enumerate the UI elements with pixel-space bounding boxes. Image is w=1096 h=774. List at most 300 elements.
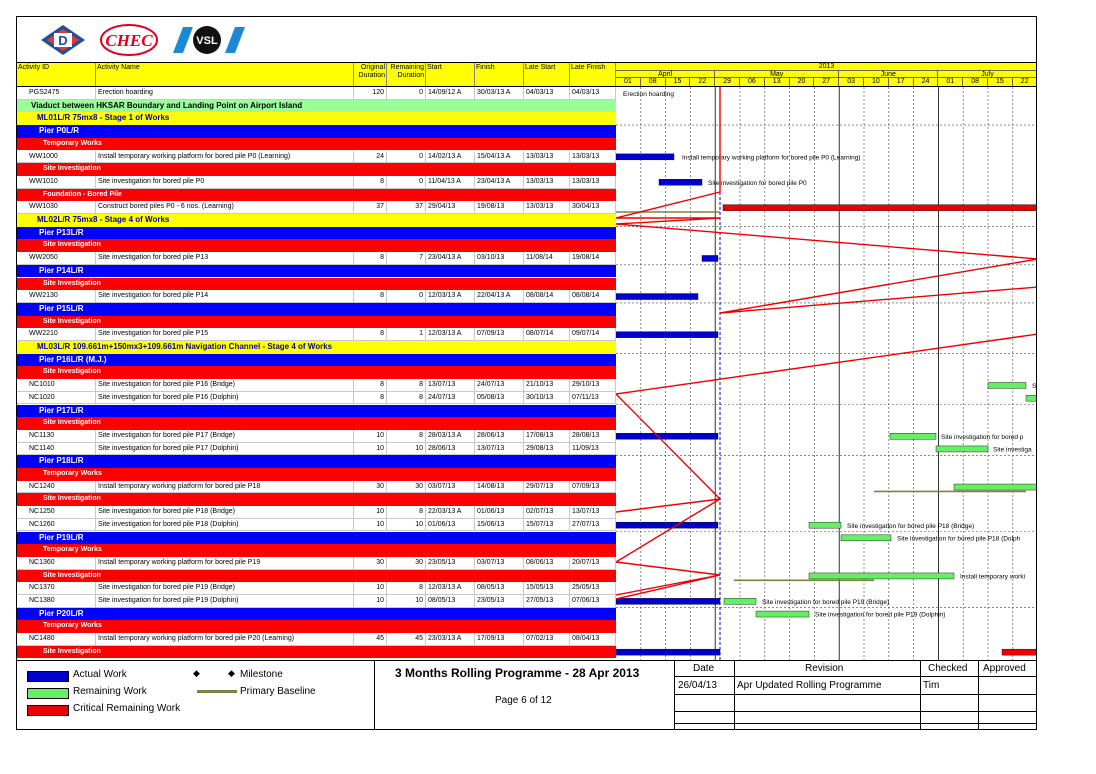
actual-work-bar — [702, 255, 718, 261]
remaining-duration: 45 — [387, 633, 426, 645]
start-date: 28/03/13 A — [426, 430, 475, 442]
group-band-title: Site Investigation — [43, 241, 101, 249]
late-finish: 29/10/13 — [570, 379, 616, 391]
original-duration: 10 — [354, 595, 387, 607]
week-label: 03 — [839, 78, 864, 86]
group-band-title: Temporary Works — [43, 139, 102, 147]
activity-id: NC1010 — [27, 379, 96, 391]
activity-id: NC1240 — [27, 481, 96, 493]
bar-label: Install temporary worki — [960, 573, 1026, 581]
remaining-work-bar — [1026, 395, 1037, 401]
finish-date: 15/04/13 A — [475, 151, 524, 163]
group-band[interactable] — [17, 341, 616, 354]
remaining-work-bar — [724, 598, 756, 604]
late-start: 17/08/13 — [524, 430, 570, 442]
week-label: 15 — [666, 78, 691, 86]
original-duration: 8 — [354, 328, 387, 340]
activity-id: NC1380 — [27, 595, 96, 607]
activity-row[interactable] — [17, 328, 616, 341]
week-label: 01 — [938, 78, 963, 86]
late-start: 27/05/13 — [524, 595, 570, 607]
original-duration: 10 — [354, 430, 387, 442]
activity-id: NC1260 — [27, 519, 96, 531]
activity-name: Install temporary working platform for bored pile P19 — [96, 557, 354, 569]
week-label: 27 — [814, 78, 839, 86]
late-finish: 30/04/13 — [570, 201, 616, 213]
original-duration: 8 — [354, 290, 387, 302]
group-band-title: ML03L/R 109.661m+150mx3+109.661m Navigation Channel - Stage 4 of Works — [37, 342, 333, 351]
activity-id: WW1000 — [27, 151, 96, 163]
late-start: 13/03/13 — [524, 176, 570, 188]
week-label: 10 — [864, 78, 889, 86]
remaining-work-bar — [890, 433, 936, 439]
activity-row[interactable] — [17, 633, 616, 646]
remaining-work-bar — [936, 446, 988, 452]
original-duration: 8 — [354, 392, 387, 404]
activity-row[interactable] — [17, 201, 616, 214]
finish-date: 01/06/13 — [475, 506, 524, 518]
activity-name: Site investigation for bored pile P19 (Dolphin) — [96, 595, 354, 607]
remaining-duration: 7 — [387, 252, 426, 264]
remaining-work-bar — [809, 573, 954, 579]
week-label: 08 — [963, 78, 988, 86]
group-band-title: Site Investigation — [43, 368, 101, 376]
late-finish: 09/07/14 — [570, 328, 616, 340]
group-band[interactable] — [17, 532, 616, 545]
group-band-title: ML01L/R 75mx8 - Stage 1 of Works — [37, 113, 170, 123]
actual-work-bar — [616, 649, 720, 655]
activity-id: NC1370 — [27, 582, 96, 594]
start-date: 13/07/13 — [426, 379, 475, 391]
checked-by: Tim — [923, 680, 940, 691]
start-date: 11/04/13 A — [426, 176, 475, 188]
bar-label: Site investiga — [993, 446, 1032, 454]
week-label: 06 — [740, 78, 765, 86]
start-date: 23/05/13 — [426, 557, 475, 569]
activity-id: WW1010 — [27, 176, 96, 188]
activity-table — [17, 87, 616, 660]
bar-label: Site investigation for bored pile P18 (Bridge) — [847, 522, 975, 530]
legend-actual-swatch — [27, 671, 69, 682]
group-band[interactable] — [17, 316, 616, 329]
legend-baseline-label: Primary Baseline — [240, 686, 316, 697]
group-band-title: Pier P0L/R — [39, 126, 80, 136]
group-band[interactable] — [17, 570, 616, 583]
finish-date: 14/08/13 — [475, 481, 524, 493]
remaining-duration: 30 — [387, 557, 426, 569]
group-band[interactable] — [17, 278, 616, 291]
page-number: Page 6 of 12 — [495, 695, 552, 706]
activity-row[interactable] — [17, 506, 616, 519]
remaining-work-bar — [988, 382, 1026, 388]
group-band[interactable] — [17, 189, 616, 202]
activity-name: Site investigation for bored pile P17 (Dolphin) — [96, 443, 354, 455]
remaining-duration: 10 — [387, 519, 426, 531]
activity-id: NC1130 — [27, 430, 96, 442]
activity-id: WW2130 — [27, 290, 96, 302]
activity-name: Erection hoarding — [96, 87, 354, 99]
activity-row[interactable] — [17, 379, 616, 392]
header-remaining-duration: Remaining Duration — [387, 63, 426, 86]
footer — [17, 660, 1037, 730]
milestone-icon: ◆ — [228, 668, 235, 678]
original-duration: 30 — [354, 557, 387, 569]
revision-text: Apr Updated Rolling Programme — [737, 680, 882, 691]
start-date: 23/04/13 A — [426, 252, 475, 264]
vsl-logo-icon — [169, 23, 247, 57]
finish-date: 03/10/13 — [475, 252, 524, 264]
remaining-duration: 0 — [387, 87, 426, 99]
remaining-work-bar — [756, 611, 809, 617]
remaining-duration: 0 — [387, 151, 426, 163]
week-label: 22 — [1013, 78, 1037, 86]
remaining-duration: 37 — [387, 201, 426, 213]
finish-date: 15/06/13 — [475, 519, 524, 531]
start-date: 24/07/13 — [426, 392, 475, 404]
group-band[interactable] — [17, 608, 616, 621]
group-band[interactable] — [17, 303, 616, 316]
remaining-duration: 8 — [387, 582, 426, 594]
activity-row[interactable] — [17, 290, 616, 303]
activity-row[interactable] — [17, 481, 616, 494]
activity-id: WW1030 — [27, 201, 96, 213]
group-band[interactable] — [17, 455, 616, 468]
bar-label: Site investigation for bored pile P19 (Bridge) — [762, 599, 890, 606]
late-finish: 13/07/13 — [570, 506, 616, 518]
start-date: 14/02/13 A — [426, 151, 475, 163]
header-finish: Finish — [475, 63, 524, 86]
month-label: July — [938, 71, 1037, 78]
activity-id: NC1480 — [27, 633, 96, 645]
actual-work-bar — [616, 154, 674, 160]
activity-id: NC1250 — [27, 506, 96, 518]
late-start: 21/10/13 — [524, 379, 570, 391]
header-activity-id: Activity ID — [17, 63, 96, 86]
activity-id: PGS2475 — [27, 87, 96, 99]
group-band-title: Pier P18L/R — [39, 456, 84, 466]
late-start: 13/03/13 — [524, 201, 570, 213]
activity-id: WW2050 — [27, 252, 96, 264]
group-band[interactable] — [17, 493, 616, 506]
late-finish: 13/03/13 — [570, 176, 616, 188]
finish-date: 13/07/13 — [475, 443, 524, 455]
checked-header: Checked — [928, 663, 968, 674]
start-date: 29/04/13 — [426, 201, 475, 213]
finish-date: 19/08/13 — [475, 201, 524, 213]
week-label: 22 — [690, 78, 715, 86]
legend-remaining-label: Remaining Work — [73, 686, 147, 697]
week-label: 13 — [765, 78, 790, 86]
group-band[interactable] — [17, 138, 616, 151]
activity-row[interactable] — [17, 557, 616, 570]
group-band[interactable] — [17, 214, 616, 227]
late-finish: 11/09/13 — [570, 443, 616, 455]
week-label: 17 — [889, 78, 914, 86]
activity-id: NC1140 — [27, 443, 96, 455]
activity-row[interactable] — [17, 519, 616, 532]
late-start: 13/03/13 — [524, 151, 570, 163]
activity-name: Site investigation for bored pile P16 (Dolphin) — [96, 392, 354, 404]
group-band[interactable] — [17, 468, 616, 481]
title-box — [374, 661, 674, 730]
start-date: 12/03/13 A — [426, 328, 475, 340]
activity-name: Install temporary working platform for bored pile P18 — [96, 481, 354, 493]
late-start: 15/05/13 — [524, 582, 570, 594]
activity-row[interactable] — [17, 582, 616, 595]
chec-logo-text: CHEC — [105, 31, 153, 50]
group-band-title: Pier P15L/R — [39, 303, 84, 313]
activity-id: NC1360 — [27, 557, 96, 569]
late-start: 07/02/13 — [524, 633, 570, 645]
group-band-title: Pier P16L/R (M.J.) — [39, 354, 107, 364]
late-start: 08/08/14 — [524, 290, 570, 302]
bar-label: Site investigation for bored pile P19 (Dolphin) — [815, 611, 946, 619]
late-start: 29/08/13 — [524, 443, 570, 455]
original-duration: 8 — [354, 379, 387, 391]
group-band[interactable] — [17, 100, 616, 113]
original-duration: 10 — [354, 582, 387, 594]
group-band[interactable] — [17, 239, 616, 252]
revision-date: 26/04/13 — [678, 680, 717, 691]
critical-work-bar — [1002, 649, 1037, 655]
late-start: 29/07/13 — [524, 481, 570, 493]
group-band[interactable] — [17, 163, 616, 176]
week-label: 01 — [616, 78, 641, 86]
remaining-duration: 8 — [387, 506, 426, 518]
late-start: 02/07/13 — [524, 506, 570, 518]
group-band[interactable] — [17, 417, 616, 430]
finish-date: 03/07/13 — [475, 557, 524, 569]
group-band[interactable] — [17, 112, 616, 125]
column-header — [17, 62, 1037, 87]
legend-remaining-swatch — [27, 688, 69, 699]
actual-work-bar — [616, 433, 718, 439]
group-band[interactable] — [17, 125, 616, 138]
late-start: 30/10/13 — [524, 392, 570, 404]
group-band-title: Viaduct between HKSAR Boundary and Landing Point on Airport Island — [31, 100, 303, 110]
remaining-duration: 8 — [387, 392, 426, 404]
group-band-title: Site Investigation — [43, 419, 101, 427]
bar-label: Site investigation for bored p — [941, 433, 1024, 441]
late-finish: 07/09/13 — [570, 481, 616, 493]
late-start: 08/06/13 — [524, 557, 570, 569]
late-start: 15/07/13 — [524, 519, 570, 531]
header-activity-name: Activity Name — [96, 63, 354, 86]
legend-milestone-label: Milestone — [240, 669, 283, 680]
original-duration: 10 — [354, 519, 387, 531]
group-band-title: Foundation - Bored Pile — [43, 190, 122, 198]
activity-row[interactable] — [17, 392, 616, 405]
original-duration: 45 — [354, 633, 387, 645]
revision-header: Revision — [805, 663, 844, 674]
actual-work-bar — [659, 179, 702, 185]
finish-date: 28/06/13 — [475, 430, 524, 442]
group-band-title: Pier P20L/R — [39, 608, 84, 618]
activity-name: Site investigation for bored pile P13 — [96, 252, 354, 264]
group-band[interactable] — [17, 405, 616, 418]
group-band[interactable] — [17, 354, 616, 367]
legend-critical-swatch — [27, 705, 69, 716]
activity-name: Site investigation for bored pile P0 — [96, 176, 354, 188]
group-band[interactable] — [17, 265, 616, 278]
start-date: 03/07/13 — [426, 481, 475, 493]
late-finish: 07/06/13 — [570, 595, 616, 607]
activity-name: Site investigation for bored pile P18 (Bridge) — [96, 506, 354, 518]
date-header: Date — [693, 663, 715, 674]
remaining-duration: 8 — [387, 430, 426, 442]
activity-row[interactable] — [17, 151, 616, 164]
header-late-finish: Late Finish — [570, 63, 616, 86]
finish-date: 23/04/13 A — [475, 176, 524, 188]
group-band-title: Site Investigation — [43, 571, 101, 579]
group-band-title: Temporary Works — [43, 546, 102, 554]
activity-row[interactable] — [17, 87, 616, 100]
approved-header: Approved — [983, 663, 1026, 674]
bar-label: S — [1032, 383, 1037, 391]
finish-date: 05/08/13 — [475, 392, 524, 404]
legend-critical-label: Critical Remaining Work — [73, 703, 181, 714]
group-band-title: Site Investigation — [43, 495, 101, 503]
activity-name: Install temporary working platform for bored pile P0 (Learning) — [96, 151, 354, 163]
remaining-duration: 10 — [387, 595, 426, 607]
activity-row[interactable] — [17, 430, 616, 443]
d-logo-text: D — [58, 33, 68, 48]
activity-row[interactable] — [17, 443, 616, 456]
chec-logo-icon — [99, 23, 159, 57]
finish-date: 24/07/13 — [475, 379, 524, 391]
late-start: 08/07/14 — [524, 328, 570, 340]
start-date: 23/03/13 A — [426, 633, 475, 645]
group-band[interactable] — [17, 646, 616, 659]
activity-row[interactable] — [17, 595, 616, 608]
logo-bar — [17, 17, 1037, 62]
header-start: Start — [426, 63, 475, 86]
month-label: May — [715, 71, 839, 78]
late-start: 11/08/14 — [524, 252, 570, 264]
remaining-work-bar — [841, 535, 891, 541]
week-label: 29 — [715, 78, 740, 86]
programme-title: 3 Months Rolling Programme - 28 Apr 2013 — [395, 666, 640, 680]
legend-actual-label: Actual Work — [73, 669, 127, 680]
late-finish: 08/08/14 — [570, 290, 616, 302]
activity-row[interactable] — [17, 252, 616, 265]
start-date: 12/03/13 A — [426, 290, 475, 302]
bar-label: Site investigation for bored pile P0 — [708, 179, 807, 187]
start-date: 28/06/13 — [426, 443, 475, 455]
activity-name: Construct bored piles P0 - 6 nos. (Learning) — [96, 201, 354, 213]
late-finish: 20/07/13 — [570, 557, 616, 569]
month-label: June — [839, 71, 938, 78]
remaining-duration: 1 — [387, 328, 426, 340]
actual-work-bar — [616, 598, 720, 604]
start-date: 14/09/12 A — [426, 87, 475, 99]
original-duration: 8 — [354, 176, 387, 188]
d-logo-icon — [39, 23, 87, 57]
finish-date: 08/05/13 — [475, 582, 524, 594]
activity-name: Site investigation for bored pile P16 (Bridge) — [96, 379, 354, 391]
activity-id: NC1020 — [27, 392, 96, 404]
group-band-title: Site Investigation — [43, 317, 101, 325]
activity-row[interactable] — [17, 176, 616, 189]
finish-date: 07/09/13 — [475, 328, 524, 340]
activity-name: Site investigation for bored pile P15 — [96, 328, 354, 340]
start-date: 01/06/13 — [426, 519, 475, 531]
activity-name: Site investigation for bored pile P17 (Bridge) — [96, 430, 354, 442]
late-finish: 27/07/13 — [570, 519, 616, 531]
bar-label: Install temporary working platform for bored pile P0 (Learning) — [682, 154, 861, 162]
remaining-duration: 0 — [387, 176, 426, 188]
original-duration: 10 — [354, 506, 387, 518]
schedule-sheet — [16, 16, 1037, 730]
year-label: 2013 — [616, 63, 1037, 71]
original-duration: 120 — [354, 87, 387, 99]
week-label: 24 — [914, 78, 939, 86]
start-date: 22/03/13 A — [426, 506, 475, 518]
timeline-header — [616, 63, 1037, 86]
finish-date: 30/03/13 A — [475, 87, 524, 99]
remaining-duration: 10 — [387, 443, 426, 455]
milestone-icon: ◆ — [193, 668, 200, 678]
late-finish: 28/08/13 — [570, 430, 616, 442]
activity-name: Site investigation for bored pile P19 (Bridge) — [96, 582, 354, 594]
activity-id: WW2210 — [27, 328, 96, 340]
late-start: 04/03/13 — [524, 87, 570, 99]
actual-work-bar — [616, 332, 718, 338]
finish-date: 17/09/13 — [475, 633, 524, 645]
remaining-duration: 8 — [387, 379, 426, 391]
week-label: 15 — [988, 78, 1013, 86]
gantt-chart — [616, 87, 1037, 660]
legend-baseline-swatch — [197, 690, 237, 693]
bar-label: Site investigation for bored pile P18 (Dolph — [897, 535, 1021, 543]
header-original-duration: Original Duration — [354, 63, 387, 86]
actual-work-bar — [616, 294, 698, 300]
late-finish: 19/08/14 — [570, 252, 616, 264]
group-band-title: Site Investigation — [43, 165, 101, 173]
original-duration: 37 — [354, 201, 387, 213]
actual-work-bar — [616, 522, 718, 528]
original-duration: 30 — [354, 481, 387, 493]
original-duration: 10 — [354, 443, 387, 455]
late-finish: 25/05/13 — [570, 582, 616, 594]
group-band-title: Pier P19L/R — [39, 532, 84, 542]
group-band[interactable] — [17, 620, 616, 633]
late-finish: 08/04/13 — [570, 633, 616, 645]
week-label: 20 — [790, 78, 815, 86]
group-band[interactable] — [17, 227, 616, 240]
group-band-title: ML02L/R 75mx8 - Stage 4 of Works — [37, 215, 170, 224]
activity-name: Install temporary working platform for bored pile P20 (Learning) — [96, 633, 354, 645]
original-duration: 24 — [354, 151, 387, 163]
group-band[interactable] — [17, 544, 616, 557]
remaining-work-bar — [954, 484, 1037, 490]
week-label: 08 — [641, 78, 666, 86]
group-band[interactable] — [17, 366, 616, 379]
group-band-title: Pier P17L/R — [39, 405, 84, 415]
group-band-title: Pier P13L/R — [39, 227, 84, 237]
remaining-duration: 0 — [387, 290, 426, 302]
late-finish: 13/03/13 — [570, 151, 616, 163]
activity-name: Site investigation for bored pile P18 (Dolphin) — [96, 519, 354, 531]
finish-date: 23/05/13 — [475, 595, 524, 607]
month-label: April — [616, 71, 715, 78]
group-band-title: Site Investigation — [43, 647, 101, 655]
vsl-logo-text: VSL — [196, 35, 218, 47]
late-finish: 07/11/13 — [570, 392, 616, 404]
critical-work-bar — [723, 205, 1037, 211]
group-band-title: Site Investigation — [43, 279, 101, 287]
late-finish: 04/03/13 — [570, 87, 616, 99]
